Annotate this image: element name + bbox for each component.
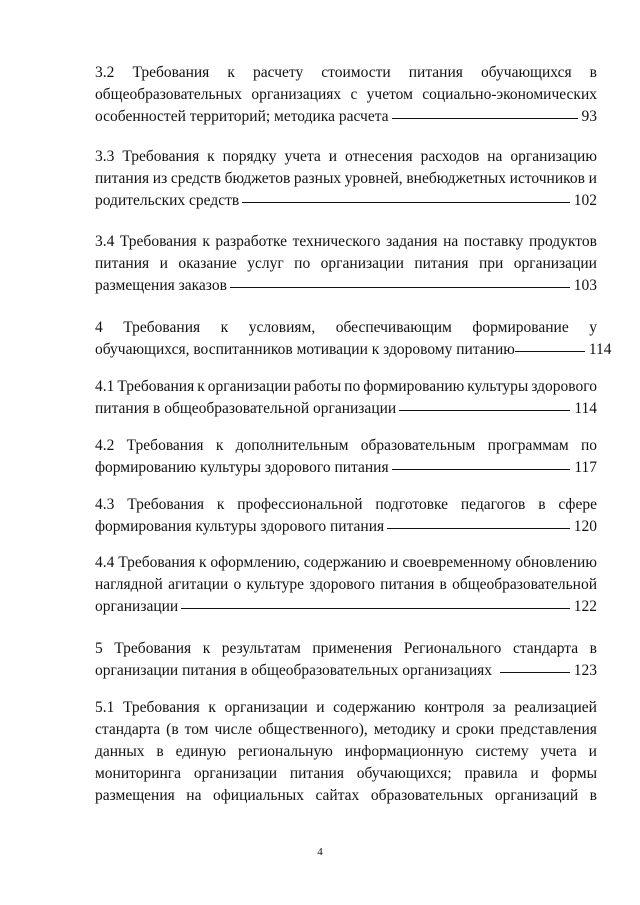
toc-page-number: 117 — [574, 459, 597, 476]
toc-page-number: 114 — [588, 341, 612, 358]
toc-entry-line: питания и оказание услуг по организации питания при организации — [95, 255, 597, 272]
toc-entry — [95, 435, 597, 479]
toc-entry-last-line — [95, 398, 597, 420]
toc-entry-line: данных в единую региональную информационную систему учета и — [95, 743, 597, 760]
toc-entry-last-line — [95, 457, 597, 479]
toc-entry — [95, 231, 597, 297]
toc-entry-line: стандарта (в том числе общественного), методику и сроки представления — [95, 721, 597, 738]
toc-entry-title-end: формирования культуры здорового питания — [95, 518, 385, 535]
toc-entry-line: 5 Требования к результатам применения Регионального стандарта в — [95, 640, 597, 657]
toc-entry-line: мониторинга организации питания обучающихся; правила и формы — [95, 765, 597, 782]
toc-entry — [95, 146, 597, 212]
dot-leader — [399, 410, 570, 411]
toc-entry-line: 4.2 Требования к дополнительным образовательным программам по — [95, 437, 597, 454]
toc-entry-line: общеобразовательных организациях с учетом социально-экономических — [95, 86, 597, 103]
toc-entry-line: размещения на официальных сайтах образовательных организаций в — [95, 787, 597, 804]
toc-entry-title-end: формированию культуры здорового питания — [95, 459, 389, 476]
toc-entry-last-line — [95, 106, 597, 128]
dot-leader — [242, 202, 570, 203]
toc-entry-last-line — [95, 660, 597, 682]
toc-entry-line: наглядной агитации о культуре здорового питания в общеобразовательной — [95, 576, 597, 593]
toc-entry-title-end: родительских средств — [95, 192, 240, 209]
toc-entry-line: 4.3 Требования к профессиональной подготовке педагогов в сфере — [95, 496, 597, 513]
toc-entry-last-line — [95, 596, 597, 618]
toc-page-number: 93 — [581, 108, 597, 125]
toc-page-number: 103 — [573, 277, 597, 294]
toc-entry-last-line — [95, 339, 612, 361]
toc-entry-title-end: питания в общеобразовательной организации — [95, 400, 397, 417]
toc-entry-line: 3.3 Требования к порядку учета и отнесения расходов на организацию — [95, 148, 597, 165]
toc-entry-line: питания из средств бюджетов разных уровней, внебюджетных источников и — [95, 170, 597, 187]
toc-entry — [95, 638, 597, 682]
dot-leader — [181, 608, 570, 609]
page-number: 4 — [317, 846, 323, 858]
toc-entry-title-end: особенностей территорий; методика расчета — [95, 108, 389, 125]
toc-entry-last-line — [95, 190, 597, 212]
toc-entry — [95, 317, 612, 361]
toc-entry-line: 3.2 Требования к расчету стоимости питания обучающихся в — [95, 64, 597, 81]
dot-leader — [387, 528, 570, 529]
toc-entry-line: 3.4 Требования к разработке технического задания на поставку продуктов — [95, 233, 597, 250]
toc-page-number: 102 — [573, 192, 597, 209]
dot-leader — [230, 287, 570, 288]
dot-leader — [392, 469, 571, 470]
toc-page-number: 114 — [574, 400, 597, 417]
toc-page-number: 120 — [573, 518, 597, 535]
toc-entry-title-end: организации — [95, 598, 179, 615]
toc-entry-title-end: обучающихся, воспитанников мотивации к здоровому питанию — [95, 341, 515, 358]
dot-leader — [500, 672, 570, 673]
toc-entry-line: 4 Требования к условиям, обеспечивающим формирование у — [95, 319, 597, 336]
toc-entry — [95, 697, 597, 807]
toc-entry — [95, 494, 597, 538]
toc-entry — [95, 552, 597, 618]
toc-page-number: 123 — [573, 662, 597, 679]
toc-entry-title-end: организации питания в общеобразовательных организациях — [95, 662, 492, 679]
dot-leader — [392, 118, 578, 119]
toc-entry — [95, 376, 597, 420]
toc-entry-line: 4.1 Требования к организации работы по формированию культуры здорового — [95, 378, 597, 395]
toc-entry-last-line — [95, 275, 597, 297]
toc-entry-last-line — [95, 516, 597, 538]
toc-entry — [95, 62, 597, 128]
toc-entry-line: 5.1 Требования к организации и содержанию контроля за реализацией — [95, 699, 597, 716]
toc-entry-title-end: размещения заказов — [95, 277, 227, 294]
dot-leader — [515, 351, 585, 352]
toc-page-number: 122 — [573, 598, 597, 615]
toc-entry-line: 4.4 Требования к оформлению, содержанию и своевременному обновлению — [95, 554, 597, 571]
